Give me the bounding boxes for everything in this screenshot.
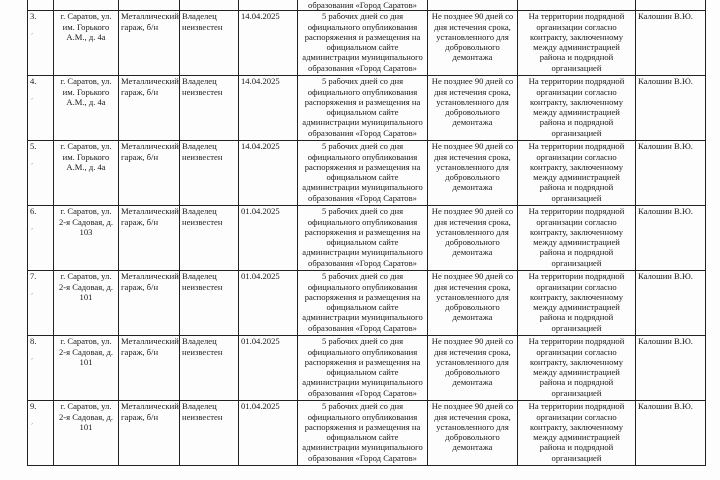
cell-date-text: 14.04.2025 (241, 141, 280, 152)
cell-address-text: г. Саратов, ул. 2-я Садовая, д. 101 (58, 271, 113, 302)
cell-row-number-text: 6. (30, 206, 37, 217)
cell-row-number-text: 3. (30, 11, 37, 22)
cell-row-number-text: 4. (30, 76, 37, 87)
cell-responsible (636, 271, 706, 336)
cell-address-text: г. Саратов, ул. 2-я Садовая, д. 101 (58, 401, 113, 432)
cell-row-number-text: 7. (30, 271, 37, 282)
continued-row (28, 0, 706, 11)
pen-tick-mark: ´ (31, 293, 33, 300)
cell-empty (518, 0, 636, 11)
cell-owner (180, 76, 239, 141)
table-row (28, 11, 706, 76)
cell-date (239, 336, 298, 401)
cell-date (239, 206, 298, 271)
cell-address-text: г. Саратов, ул. им. Горького А.М., д. 4а (60, 141, 112, 172)
cell-row-number (28, 141, 54, 206)
cell-term-continued: образования «Город Саратов» (298, 0, 428, 11)
cell-date-text: 14.04.2025 (241, 11, 280, 22)
cell-responsible-text: Калошин В.Ю. (638, 401, 693, 412)
cell-object-type (119, 206, 180, 271)
cell-storage-place (518, 401, 636, 466)
cell-owner-text: Владелец неизвестен (182, 271, 223, 292)
cell-row-number-text: 9. (30, 401, 37, 412)
cell-object-type-text: Металлический гараж, б/н (121, 11, 179, 32)
cell-object-type (119, 401, 180, 466)
cell-empty (636, 0, 706, 11)
cell-empty (239, 0, 298, 11)
cell-address (54, 141, 119, 206)
cell-owner (180, 141, 239, 206)
cell-empty (54, 0, 119, 11)
cell-object-type (119, 76, 180, 141)
cell-row-number (28, 11, 54, 76)
cell-storage-place (518, 76, 636, 141)
cell-address (54, 11, 119, 76)
cell-deadline (428, 141, 518, 206)
cell-empty (28, 0, 54, 11)
pen-tick-mark: ´ (31, 163, 33, 170)
cell-storage-place (518, 336, 636, 401)
cell-voluntary-term-text: 5 рабочих дней со дня официального опубликования распоряжения и размещения на официальном сайте администрации муниципального образования «Город Саратов» (302, 401, 423, 463)
cell-date (239, 141, 298, 206)
cell-row-number (28, 76, 54, 141)
cell-owner (180, 271, 239, 336)
cell-voluntary-term-text: 5 рабочих дней со дня официального опубликования распоряжения и размещения на официальном сайте администрации муниципального образования «Город Саратов» (302, 141, 423, 203)
cell-storage-place-text: На территории подрядной организации согласно контракту, заключенному между администрацией района и подрядной организацией (528, 76, 625, 138)
cell-date (239, 401, 298, 466)
cell-address-text: г. Саратов, ул. 2-я Садовая, д. 103 (58, 206, 113, 237)
cell-deadline-text: Не позднее 90 дней со дня истечения срока, установленного для добровольного демонтажа (431, 336, 514, 388)
cell-responsible-text: Калошин В.Ю. (638, 11, 693, 22)
table-row (28, 401, 706, 466)
cell-object-type-text: Металлический гараж, б/н (121, 141, 179, 162)
cell-date (239, 11, 298, 76)
cell-deadline-text: Не позднее 90 дней со дня истечения срока, установленного для добровольного демонтажа (431, 141, 514, 193)
cell-address (54, 271, 119, 336)
cell-voluntary-term (298, 11, 428, 76)
cell-date-text: 01.04.2025 (241, 336, 280, 347)
cell-owner-text: Владелец неизвестен (182, 11, 223, 32)
cell-address-text: г. Саратов, ул. 2-я Садовая, д. 101 (58, 336, 113, 367)
cell-responsible (636, 401, 706, 466)
cell-storage-place-text: На территории подрядной организации согласно контракту, заключенному между администрацией района и подрядной организацией (528, 336, 625, 398)
cell-date (239, 271, 298, 336)
pen-tick-mark: ´ (31, 358, 33, 365)
cell-object-type (119, 11, 180, 76)
cell-voluntary-term-text: 5 рабочих дней со дня официального опубликования распоряжения и размещения на официальном сайте администрации муниципального образования «Город Саратов» (302, 271, 423, 333)
cell-voluntary-term-text: 5 рабочих дней со дня официального опубликования распоряжения и размещения на официальном сайте администрации муниципального образования «Город Саратов» (302, 336, 423, 398)
cell-address (54, 336, 119, 401)
cell-voluntary-term (298, 141, 428, 206)
cell-deadline-text: Не позднее 90 дней со дня истечения срока, установленного для добровольного демонтажа (431, 271, 514, 323)
cell-row-number (28, 271, 54, 336)
cell-object-type-text: Металлический гараж, б/н (121, 336, 179, 357)
cell-storage-place-text: На территории подрядной организации согласно контракту, заключенному между администрацией района и подрядной организацией (528, 141, 625, 203)
cell-responsible-text: Калошин В.Ю. (638, 141, 693, 152)
cell-row-number-text: 8. (30, 336, 37, 347)
cell-date (239, 76, 298, 141)
cell-object-type-text: Металлический гараж, б/н (121, 76, 179, 97)
cell-object-type (119, 271, 180, 336)
cell-voluntary-term (298, 336, 428, 401)
cell-storage-place (518, 271, 636, 336)
cell-owner-text: Владелец неизвестен (182, 206, 223, 227)
cell-owner-text: Владелец неизвестен (182, 141, 223, 162)
cell-responsible-text: Калошин В.Ю. (638, 206, 693, 217)
cell-voluntary-term-text: 5 рабочих дней со дня официального опубликования распоряжения и размещения на официальном сайте администрации муниципального образования «Город Саратов» (302, 11, 423, 73)
table-row (28, 206, 706, 271)
cell-owner-text: Владелец неизвестен (182, 76, 223, 97)
cell-object-type-text: Металлический гараж, б/н (121, 271, 179, 292)
cell-responsible-text: Калошин В.Ю. (638, 76, 693, 87)
cell-storage-place (518, 11, 636, 76)
cell-storage-place-text: На территории подрядной организации согласно контракту, заключенному между администрацией района и подрядной организацией (528, 271, 625, 333)
cell-deadline (428, 206, 518, 271)
cell-date-text: 01.04.2025 (241, 401, 280, 412)
cell-responsible-text: Калошин В.Ю. (638, 271, 693, 282)
cell-address (54, 206, 119, 271)
cell-empty (119, 0, 180, 11)
table-row (28, 271, 706, 336)
cell-responsible (636, 206, 706, 271)
cell-date-text: 01.04.2025 (241, 206, 280, 217)
cell-deadline (428, 401, 518, 466)
cell-deadline-text: Не позднее 90 дней со дня истечения срока, установленного для добровольного демонтажа (431, 401, 514, 453)
cell-responsible-text: Калошин В.Ю. (638, 336, 693, 347)
cell-voluntary-term-text: 5 рабочих дней со дня официального опубликования распоряжения и размещения на официальном сайте администрации муниципального образования «Город Саратов» (302, 206, 423, 268)
cell-owner (180, 336, 239, 401)
cell-owner (180, 206, 239, 271)
cell-owner-text: Владелец неизвестен (182, 336, 223, 357)
cell-voluntary-term (298, 206, 428, 271)
cell-row-number (28, 401, 54, 466)
cell-address (54, 401, 119, 466)
cell-date-text: 01.04.2025 (241, 271, 280, 282)
cell-empty (428, 0, 518, 11)
pen-tick-mark: ´ (31, 228, 33, 235)
demolition-table (27, 0, 706, 466)
cell-deadline (428, 76, 518, 141)
cell-responsible (636, 11, 706, 76)
cell-owner (180, 401, 239, 466)
cell-empty (180, 0, 239, 11)
cell-owner (180, 11, 239, 76)
cell-voluntary-term (298, 401, 428, 466)
cell-object-type-text: Металлический гараж, б/н (121, 206, 179, 227)
cell-date-text: 14.04.2025 (241, 76, 280, 87)
cell-deadline (428, 271, 518, 336)
cell-owner-text: Владелец неизвестен (182, 401, 223, 422)
cell-storage-place (518, 141, 636, 206)
cell-address-text: г. Саратов, ул. им. Горького А.М., д. 4а (60, 11, 112, 42)
pen-tick-mark: ´ (31, 33, 33, 40)
cell-deadline-text: Не позднее 90 дней со дня истечения срока, установленного для добровольного демонтажа (431, 206, 514, 258)
cell-responsible (636, 336, 706, 401)
cell-storage-place-text: На территории подрядной организации согласно контракту, заключенному между администрацией района и подрядной организацией (528, 11, 625, 73)
cell-row-number-text: 5. (30, 141, 37, 152)
table-row (28, 76, 706, 141)
table-row (28, 141, 706, 206)
cell-deadline-text: Не позднее 90 дней со дня истечения срока, установленного для добровольного демонтажа (431, 11, 514, 63)
cell-responsible (636, 76, 706, 141)
cell-voluntary-term (298, 271, 428, 336)
cell-storage-place-text: На территории подрядной организации согласно контракту, заключенному между администрацией района и подрядной организацией (528, 401, 625, 463)
cell-deadline (428, 11, 518, 76)
cell-voluntary-term (298, 76, 428, 141)
cell-address-text: г. Саратов, ул. им. Горького А.М., д. 4а (60, 76, 112, 107)
cell-storage-place (518, 206, 636, 271)
pen-tick-mark: ´ (31, 98, 33, 105)
table-body (28, 0, 706, 466)
cell-responsible (636, 141, 706, 206)
table-row (28, 336, 706, 401)
cell-deadline (428, 336, 518, 401)
cell-storage-place-text: На территории подрядной организации согласно контракту, заключенному между администрацией района и подрядной организацией (528, 206, 625, 268)
cell-voluntary-term-text: 5 рабочих дней со дня официального опубликования распоряжения и размещения на официальном сайте администрации муниципального образования «Город Саратов» (302, 76, 423, 138)
cell-object-type-text: Металлический гараж, б/н (121, 401, 179, 422)
cell-deadline-text: Не позднее 90 дней со дня истечения срока, установленного для добровольного демонтажа (431, 76, 514, 128)
cell-row-number (28, 206, 54, 271)
cell-address (54, 76, 119, 141)
pen-tick-mark: ´ (31, 423, 33, 430)
cell-object-type (119, 141, 180, 206)
cell-object-type (119, 336, 180, 401)
cell-row-number (28, 336, 54, 401)
